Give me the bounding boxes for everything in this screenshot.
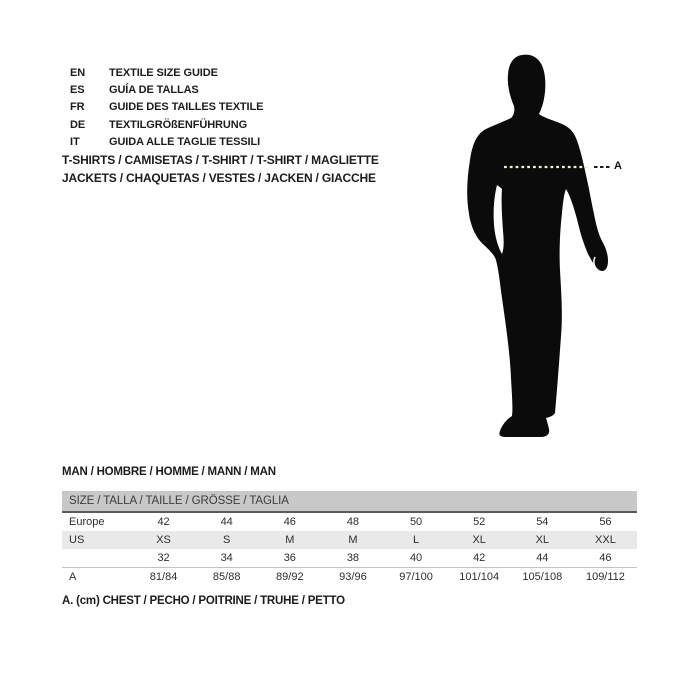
table-row [62, 512, 637, 531]
size-cell: 42 [157, 516, 170, 528]
language-code: EN [70, 66, 86, 79]
size-cell: 46 [599, 552, 612, 564]
size-cell: L [385, 531, 448, 549]
size-table-header-row [62, 491, 637, 512]
size-cell: XS [132, 531, 195, 549]
size-cell: 56 [599, 516, 612, 528]
size-cell: 42 [473, 552, 486, 564]
language-label: GUIDE DES TAILLES TEXTILE [109, 101, 264, 114]
size-table [62, 491, 637, 586]
row-label: US [62, 531, 132, 549]
size-cell: 44 [220, 516, 233, 528]
size-cell: 38 [346, 552, 360, 564]
size-cell: 48 [346, 516, 360, 528]
language-code: DE [70, 118, 86, 131]
size-cell: 93/96 [321, 568, 384, 587]
size-cell: XL [448, 531, 511, 549]
size-cell: 81/84 [132, 568, 195, 587]
size-cell: XL [511, 531, 574, 549]
product-line-tshirts: T-SHIRTS / CAMISETAS / T-SHIRT / T-SHIRT / MAGLIETTE [62, 153, 379, 167]
size-table-body [62, 512, 637, 586]
size-cell: 40 [409, 552, 423, 564]
row-label: Europe [69, 516, 105, 528]
size-cell: 34 [220, 552, 233, 564]
size-cell: 36 [283, 552, 296, 564]
size-cell: 85/88 [195, 568, 258, 587]
row-label: A [62, 568, 132, 587]
language-code: FR [70, 101, 85, 114]
table-row [62, 531, 637, 549]
table-row [62, 568, 637, 587]
row-label [62, 549, 132, 568]
size-cell: 101/104 [448, 568, 511, 587]
language-label: TEXTILE SIZE GUIDE [109, 66, 218, 79]
language-label: TEXTILGRÖßENFÜHRUNG [109, 118, 248, 131]
size-cell: 97/100 [385, 568, 448, 587]
size-cell: 46 [283, 516, 296, 528]
man-silhouette [467, 55, 608, 437]
language-code: ES [70, 83, 85, 96]
language-label: GUÍA DE TALLAS [109, 83, 199, 96]
language-code: IT [70, 135, 80, 148]
language-label: GUIDA ALLE TAGLIE TESSILI [109, 135, 261, 148]
size-cell: 54 [536, 516, 549, 528]
measure-label-a: A [614, 160, 622, 172]
size-cell: 109/112 [574, 568, 637, 587]
measurement-footnote: A. (cm) CHEST / PECHO / POITRINE / TRUHE / PETTO [62, 595, 345, 607]
gender-heading: MAN / HOMBRE / HOMME / MANN / MAN [62, 466, 276, 478]
size-table-header: SIZE / TALLA / TAILLE / GRÖSSE / TAGLIA [62, 491, 637, 512]
size-cell: M [258, 531, 321, 549]
size-cell: 44 [536, 552, 549, 564]
size-cell: 89/92 [258, 568, 321, 587]
size-cell: M [321, 531, 384, 549]
size-cell: 32 [157, 552, 170, 564]
product-line-jackets: JACKETS / CHAQUETAS / VESTES / JACKEN / GIACCHE [62, 170, 376, 185]
size-cell: XXL [574, 531, 637, 549]
size-cell: S [195, 531, 258, 549]
table-row [62, 549, 637, 568]
size-cell: 105/108 [511, 568, 574, 587]
size-cell: 50 [409, 516, 423, 528]
size-cell: 52 [473, 516, 486, 528]
